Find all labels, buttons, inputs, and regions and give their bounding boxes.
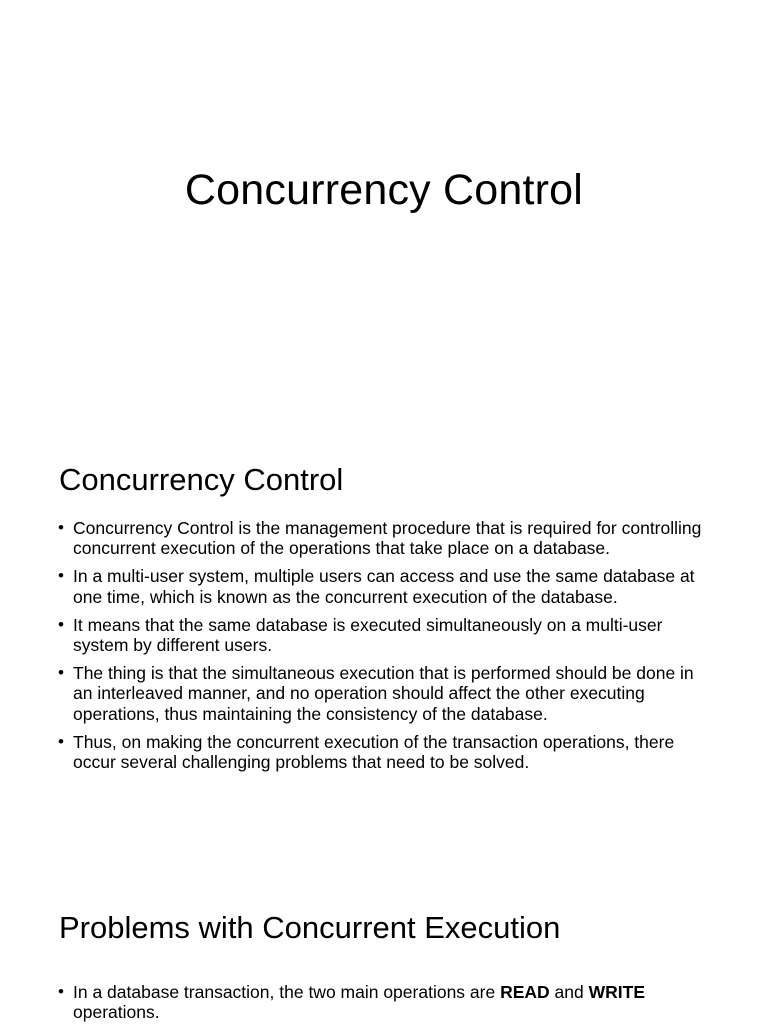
bullet-text: Thus, on making the concurrent execution of the transaction operations, there occur several challenging problems that need to be solved.: [73, 731, 675, 773]
bullet-text-part: and: [549, 982, 589, 1002]
bullet-dot-icon: •: [58, 982, 64, 1001]
content-slide-concurrency-control: [0, 430, 768, 860]
keyword-read: READ: [500, 982, 550, 1002]
content-slide-problems: [0, 860, 768, 1024]
slide-heading: Concurrency Control: [59, 462, 344, 497]
bullet-text: It means that the same database is executed simultaneously on a multi-user system by different users.: [73, 614, 663, 656]
bullet-dot-icon: •: [58, 614, 64, 634]
title-slide: [0, 0, 768, 430]
slide-heading: Problems with Concurrent Execution: [59, 910, 561, 945]
bullet-item: [58, 982, 708, 1023]
bullet-dot-icon: •: [58, 662, 64, 682]
keyword-write: WRITE: [588, 982, 645, 1002]
bullet-item: [58, 518, 708, 559]
bullet-item: [58, 732, 708, 773]
bullet-text: Concurrency Control is the management procedure that is required for controlling concurrent execution of the operations that take place on a database.: [73, 518, 702, 559]
bullet-dot-icon: •: [58, 518, 64, 537]
bullet-item: [58, 566, 708, 607]
slide-title: Concurrency Control: [184, 166, 584, 214]
bullet-text: In a multi-user system, multiple users can access and use the same database at one time, which is known as the concurrent execution of the database.: [73, 566, 695, 607]
bullet-text: [73, 982, 645, 1022]
bullet-dot-icon: •: [58, 731, 64, 751]
bullet-text: The thing is that the simultaneous execution that is performed should be done in an interleaved manner, and no operation should affect the other executing operations, thus maintaining the consistency of the database.: [73, 662, 694, 724]
bullet-text-part: In a database transaction, the two main operations are: [73, 982, 501, 1002]
bullet-list: [58, 518, 708, 780]
bullet-dot-icon: •: [58, 566, 64, 586]
bullet-item: [58, 663, 708, 724]
bullet-list: [58, 982, 708, 1030]
bullet-text-part: operations.: [73, 1002, 160, 1023]
bullet-item: [58, 615, 708, 656]
